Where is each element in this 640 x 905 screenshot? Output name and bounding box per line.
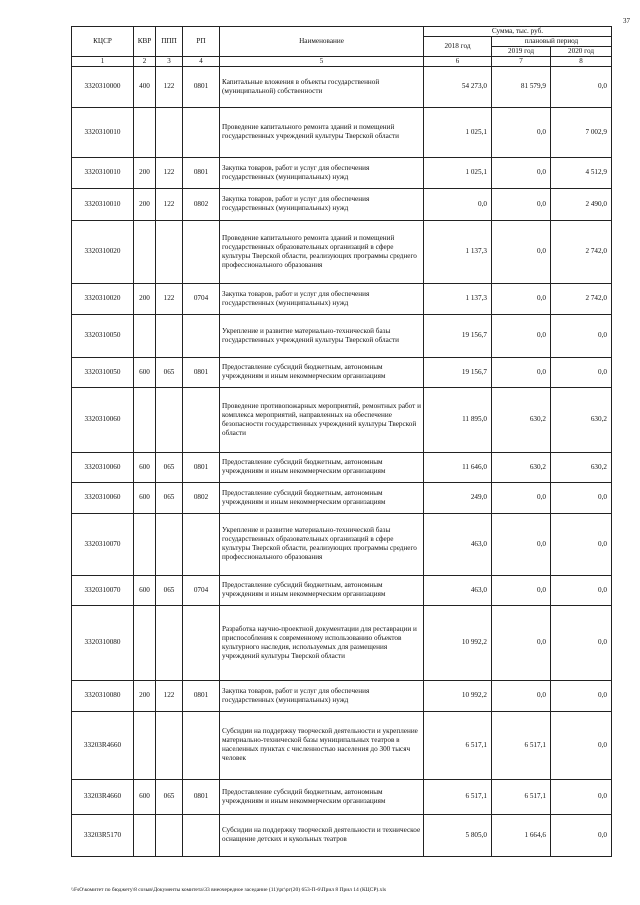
amount-2020-cell: 0,0 [551, 513, 612, 575]
table-row [72, 513, 612, 575]
amount-2020-cell: 2 742,0 [551, 220, 612, 283]
amount-2018-cell: 19 156,7 [424, 357, 492, 387]
table-row [72, 711, 612, 779]
amount-2020-cell: 0,0 [551, 605, 612, 680]
amount-2020-cell: 7 002,9 [551, 107, 612, 157]
name-cell: Субсидии на поддержку творческой деятельности и техническое оснащение детских и кукольных театров [220, 814, 424, 856]
kvr-cell: 600 [134, 357, 156, 387]
ppp-cell [156, 513, 183, 575]
amount-2019-cell: 0,0 [492, 220, 551, 283]
kvr-cell [134, 107, 156, 157]
header-plan-period: плановый период [492, 37, 612, 47]
kvr-cell: 600 [134, 452, 156, 482]
ppp-cell [156, 107, 183, 157]
kcsr-cell: 3320310020 [72, 220, 134, 283]
amount-2020-cell: 0,0 [551, 680, 612, 711]
table-row [72, 814, 612, 856]
amount-2018-cell: 54 273,0 [424, 66, 492, 107]
kcsr-cell: 3320310050 [72, 314, 134, 357]
header-2018: 2018 год [424, 37, 492, 57]
amount-2018-cell: 6 517,1 [424, 779, 492, 814]
amount-2019-cell: 0,0 [492, 680, 551, 711]
ppp-cell: 122 [156, 680, 183, 711]
amount-2019-cell: 0,0 [492, 605, 551, 680]
table-row [72, 188, 612, 220]
col-number: 6 [424, 57, 492, 67]
amount-2019-cell: 0,0 [492, 482, 551, 513]
rp-cell [183, 605, 220, 680]
rp-cell [183, 387, 220, 452]
rp-cell [183, 814, 220, 856]
amount-2018-cell: 1 137,3 [424, 220, 492, 283]
name-cell: Разработка научно-проектной документации для реставрации и приспособления к современному использованию объектов культурного наследия, используемых для размещения учреждений культуры Тверской области [220, 605, 424, 680]
rp-cell [183, 314, 220, 357]
col-number: 3 [156, 57, 183, 67]
ppp-cell: 065 [156, 575, 183, 605]
ppp-cell: 065 [156, 452, 183, 482]
name-cell: Проведение капитального ремонта зданий и помещений государственных учреждений культуры Тверской области [220, 107, 424, 157]
amount-2018-cell: 463,0 [424, 575, 492, 605]
rp-cell: 0704 [183, 575, 220, 605]
table-row [72, 387, 612, 452]
rp-cell: 0802 [183, 482, 220, 513]
kvr-cell: 200 [134, 188, 156, 220]
amount-2020-cell: 0,0 [551, 575, 612, 605]
name-cell: Укрепление и развитие материально-технической базы государственных учреждений культуры Тверской области [220, 314, 424, 357]
amount-2018-cell: 249,0 [424, 482, 492, 513]
header-kcsr: КЦСР [72, 27, 134, 57]
kvr-cell: 200 [134, 283, 156, 314]
header-sum: Сумма, тыс. руб. [424, 27, 612, 37]
kvr-cell: 200 [134, 680, 156, 711]
col-number: 2 [134, 57, 156, 67]
amount-2020-cell: 2 490,0 [551, 188, 612, 220]
amount-2018-cell: 5 805,0 [424, 814, 492, 856]
amount-2020-cell: 0,0 [551, 779, 612, 814]
column-number-row [72, 57, 612, 67]
kvr-cell: 400 [134, 66, 156, 107]
amount-2020-cell: 0,0 [551, 314, 612, 357]
kvr-cell [134, 513, 156, 575]
table-row [72, 575, 612, 605]
amount-2018-cell: 19 156,7 [424, 314, 492, 357]
rp-cell: 0801 [183, 452, 220, 482]
header-ppp: ППП [156, 27, 183, 57]
col-number: 4 [183, 57, 220, 67]
header-kvr: КВР [134, 27, 156, 57]
amount-2018-cell: 463,0 [424, 513, 492, 575]
ppp-cell [156, 711, 183, 779]
rp-cell [183, 107, 220, 157]
ppp-cell [156, 387, 183, 452]
kvr-cell: 200 [134, 157, 156, 188]
file-path-footer: \\FsO\комитет по бюджету\8 созыв\Документы комитета\33 внеочередное заседание (11)\рг\рг(20) 653-П-6\Прил 8 Прил 14 (КЦСР).xls [71, 887, 387, 893]
amount-2018-cell: 1 025,1 [424, 107, 492, 157]
table-row [72, 314, 612, 357]
amount-2020-cell: 630,2 [551, 387, 612, 452]
ppp-cell [156, 314, 183, 357]
amount-2019-cell: 0,0 [492, 157, 551, 188]
name-cell: Предоставление субсидий бюджетным, автономным учреждениям и иным некоммерческим организациям [220, 779, 424, 814]
name-cell: Капитальные вложения в объекты государственной (муниципальной) собственности [220, 66, 424, 107]
amount-2019-cell: 81 579,9 [492, 66, 551, 107]
rp-cell: 0704 [183, 283, 220, 314]
ppp-cell: 122 [156, 66, 183, 107]
table-row [72, 680, 612, 711]
name-cell: Субсидии на поддержку творческой деятельности и укрепление материально-технической базы муниципальных театров в населенных пунктах с численностью населения до 300 тысяч человек [220, 711, 424, 779]
kvr-cell: 600 [134, 779, 156, 814]
name-cell: Предоставление субсидий бюджетным, автономным учреждениям и иным некоммерческим организациям [220, 452, 424, 482]
kcsr-cell: 3320310010 [72, 188, 134, 220]
table-row [72, 66, 612, 107]
kcsr-cell: 3320310080 [72, 680, 134, 711]
amount-2018-cell: 1 025,1 [424, 157, 492, 188]
header-2020: 2020 год [551, 47, 612, 57]
col-number: 1 [72, 57, 134, 67]
amount-2019-cell: 0,0 [492, 314, 551, 357]
kvr-cell: 600 [134, 575, 156, 605]
table-row [72, 452, 612, 482]
name-cell: Предоставление субсидий бюджетным, автономным учреждениям и иным некоммерческим организациям [220, 357, 424, 387]
amount-2019-cell: 6 517,1 [492, 711, 551, 779]
ppp-cell [156, 605, 183, 680]
budget-table [71, 26, 612, 857]
name-cell: Предоставление субсидий бюджетным, автономным учреждениям и иным некоммерческим организациям [220, 575, 424, 605]
rp-cell: 0801 [183, 680, 220, 711]
table-row [72, 779, 612, 814]
name-cell: Проведение противопожарных мероприятий, ремонтных работ и комплекса мероприятий, направленных на обеспечение безопасности государственных учреждений культуры Тверской области [220, 387, 424, 452]
name-cell: Закупка товаров, работ и услуг для обеспечения государственных (муниципальных) нужд [220, 680, 424, 711]
amount-2019-cell: 0,0 [492, 575, 551, 605]
amount-2018-cell: 11 895,0 [424, 387, 492, 452]
ppp-cell [156, 814, 183, 856]
table-row [72, 157, 612, 188]
amount-2018-cell: 6 517,1 [424, 711, 492, 779]
amount-2020-cell: 2 742,0 [551, 283, 612, 314]
name-cell: Укрепление и развитие материально-технической базы государственных образовательных организаций в сфере культуры Тверской области, реализующих программы среднего профессионального образования [220, 513, 424, 575]
kcsr-cell: 3320310060 [72, 387, 134, 452]
amount-2019-cell: 0,0 [492, 513, 551, 575]
header-2019: 2019 год [492, 47, 551, 57]
table-row [72, 283, 612, 314]
kcsr-cell: 3320310080 [72, 605, 134, 680]
table-row [72, 357, 612, 387]
rp-cell: 0801 [183, 66, 220, 107]
amount-2019-cell: 0,0 [492, 107, 551, 157]
page-number: 37 [623, 17, 630, 25]
kcsr-cell: 33203R4660 [72, 711, 134, 779]
kvr-cell [134, 605, 156, 680]
name-cell: Проведение капитального ремонта зданий и помещений государственных образовательных организаций в сфере культуры Тверской области, реализующих программы среднего профессионального образования [220, 220, 424, 283]
amount-2018-cell: 1 137,3 [424, 283, 492, 314]
amount-2018-cell: 11 646,0 [424, 452, 492, 482]
amount-2020-cell: 0,0 [551, 357, 612, 387]
amount-2019-cell: 0,0 [492, 283, 551, 314]
amount-2018-cell: 10 992,2 [424, 680, 492, 711]
rp-cell: 0801 [183, 779, 220, 814]
amount-2019-cell: 0,0 [492, 357, 551, 387]
ppp-cell: 122 [156, 283, 183, 314]
kvr-cell [134, 711, 156, 779]
kcsr-cell: 3320310070 [72, 575, 134, 605]
table-row [72, 107, 612, 157]
amount-2020-cell: 0,0 [551, 814, 612, 856]
kcsr-cell: 3320310000 [72, 66, 134, 107]
ppp-cell: 065 [156, 779, 183, 814]
kcsr-cell: 3320310060 [72, 452, 134, 482]
rp-cell: 0801 [183, 357, 220, 387]
table-row [72, 605, 612, 680]
amount-2019-cell: 630,2 [492, 387, 551, 452]
amount-2020-cell: 0,0 [551, 66, 612, 107]
kvr-cell [134, 314, 156, 357]
kcsr-cell: 3320310050 [72, 357, 134, 387]
amount-2018-cell: 0,0 [424, 188, 492, 220]
amount-2019-cell: 6 517,1 [492, 779, 551, 814]
kvr-cell [134, 387, 156, 452]
kcsr-cell: 33203R5170 [72, 814, 134, 856]
col-number: 5 [220, 57, 424, 67]
name-cell: Предоставление субсидий бюджетным, автономным учреждениям и иным некоммерческим организациям [220, 482, 424, 513]
col-number: 7 [492, 57, 551, 67]
kvr-cell [134, 814, 156, 856]
amount-2019-cell: 0,0 [492, 188, 551, 220]
kcsr-cell: 3320310010 [72, 107, 134, 157]
rp-cell [183, 711, 220, 779]
header-name: Наименование [220, 27, 424, 57]
ppp-cell [156, 220, 183, 283]
ppp-cell: 122 [156, 157, 183, 188]
amount-2019-cell: 1 664,6 [492, 814, 551, 856]
rp-cell [183, 220, 220, 283]
table-row [72, 482, 612, 513]
kcsr-cell: 33203R4660 [72, 779, 134, 814]
rp-cell [183, 513, 220, 575]
name-cell: Закупка товаров, работ и услуг для обеспечения государственных (муниципальных) нужд [220, 283, 424, 314]
ppp-cell: 122 [156, 188, 183, 220]
amount-2018-cell: 10 992,2 [424, 605, 492, 680]
header-rp: РП [183, 27, 220, 57]
kcsr-cell: 3320310010 [72, 157, 134, 188]
amount-2020-cell: 0,0 [551, 711, 612, 779]
kcsr-cell: 3320310020 [72, 283, 134, 314]
kcsr-cell: 3320310070 [72, 513, 134, 575]
rp-cell: 0801 [183, 157, 220, 188]
name-cell: Закупка товаров, работ и услуг для обеспечения государственных (муниципальных) нужд [220, 157, 424, 188]
amount-2020-cell: 0,0 [551, 482, 612, 513]
amount-2020-cell: 630,2 [551, 452, 612, 482]
kcsr-cell: 3320310060 [72, 482, 134, 513]
table-row [72, 220, 612, 283]
amount-2020-cell: 4 512,9 [551, 157, 612, 188]
col-number: 8 [551, 57, 612, 67]
ppp-cell: 065 [156, 482, 183, 513]
kvr-cell: 600 [134, 482, 156, 513]
rp-cell: 0802 [183, 188, 220, 220]
kvr-cell [134, 220, 156, 283]
ppp-cell: 065 [156, 357, 183, 387]
amount-2019-cell: 630,2 [492, 452, 551, 482]
name-cell: Закупка товаров, работ и услуг для обеспечения государственных (муниципальных) нужд [220, 188, 424, 220]
